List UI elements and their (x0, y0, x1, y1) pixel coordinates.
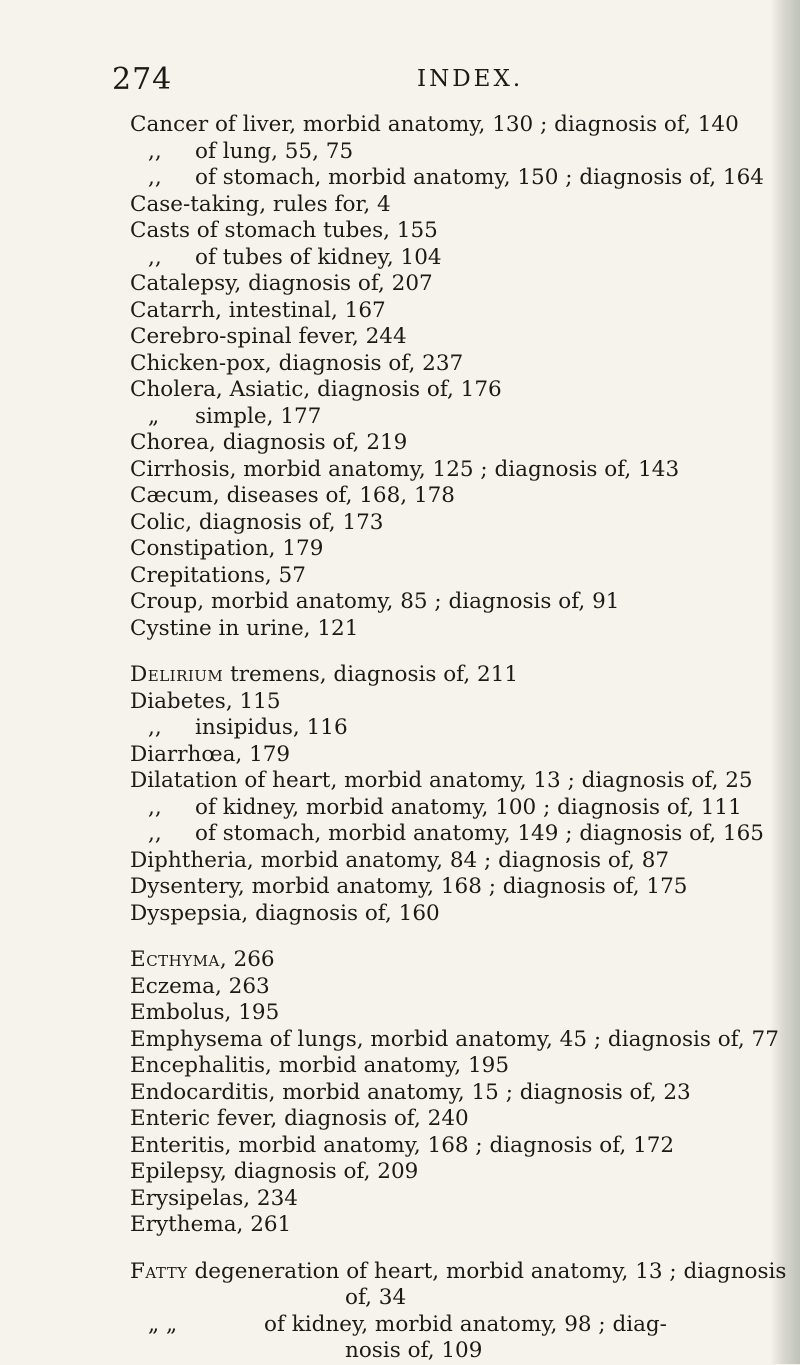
entry-text: Catalepsy, diagnosis of, 207 (130, 271, 433, 296)
index-entry (0, 974, 800, 1001)
index-entry (0, 457, 800, 484)
index-section (0, 1259, 800, 1365)
index-entry (0, 192, 800, 219)
index-entry (0, 536, 800, 563)
index-entry (0, 112, 800, 139)
index-section (0, 112, 800, 642)
index-entry (0, 742, 800, 769)
entry-text: Erysipelas, 234 (130, 1185, 298, 1211)
index-entry (0, 848, 800, 875)
entry-text: Cancer of liver, morbid anatomy, 130 ; diagnosis of, 140 (130, 112, 739, 137)
index-entry (0, 563, 800, 590)
entry-text: of, 34 (345, 1285, 407, 1310)
entry-text: Cæcum, diseases of, 168, 178 (130, 483, 455, 508)
entry-text: Diphtheria, morbid anatomy, 84 ; diagnosis of, 87 (130, 847, 670, 873)
entry-text: Colic, diagnosis of, 173 (130, 509, 384, 535)
page-header (112, 62, 752, 102)
index-entry (0, 874, 800, 901)
entry-text: Dilatation of heart, morbid anatomy, 13 ; diagnosis of, 25 (130, 768, 753, 793)
index-entry (0, 1000, 800, 1027)
entry-lead-word: Ecthyma (130, 947, 220, 972)
index-entry (0, 324, 800, 351)
entry-text: Case-taking, rules for, 4 (130, 191, 391, 217)
index-entry (0, 901, 800, 928)
entry-text: nosis of, 109 (345, 1338, 483, 1363)
entry-text: tremens, diagnosis of, 211 (223, 662, 519, 687)
entry-text: Diabetes, 115 (130, 688, 281, 714)
entry-text: Erythema, 261 (130, 1212, 292, 1237)
entry-text: Chorea, diagnosis of, 219 (130, 430, 408, 455)
page-number: 274 (112, 62, 173, 97)
index-entry (0, 1080, 800, 1107)
index-entry (0, 1027, 800, 1054)
entry-text: Embolus, 195 (130, 1000, 280, 1025)
entry-text: of lung, 55, 75 (195, 138, 354, 164)
ditto-mark: ,, (148, 138, 162, 164)
entry-text: of tubes of kidney, 104 (195, 244, 442, 270)
entry-text: Epilepsy, diagnosis of, 209 (130, 1159, 419, 1184)
entry-text: Emphysema of lungs, morbid anatomy, 45 ; diagnosis of, 77 (130, 1026, 779, 1052)
index-subentry (0, 165, 800, 192)
index-section (0, 662, 800, 927)
ditto-mark: ,, (148, 821, 162, 846)
entry-text: Dysentery, morbid anatomy, 168 ; diagnosis of, 175 (130, 874, 688, 899)
index-entry (0, 430, 800, 457)
entry-text: Enteric fever, diagnosis of, 240 (130, 1106, 469, 1131)
index-entry (0, 1053, 800, 1080)
index-entry (0, 377, 800, 404)
index-entry-continuation (0, 1285, 800, 1312)
index-entry (0, 483, 800, 510)
entry-text: of kidney, morbid anatomy, 98 ; diag- (264, 1311, 667, 1337)
entry-text: degeneration of heart, morbid anatomy, 13 ; diagnosis (187, 1258, 787, 1284)
index-entry (0, 1106, 800, 1133)
entry-text: of stomach, morbid anatomy, 149 ; diagnosis of, 165 (195, 821, 764, 846)
ditto-mark: ,, (148, 244, 162, 270)
index-entry (0, 510, 800, 537)
ditto-mark: ,, (148, 715, 162, 740)
ditto-mark: „ (148, 403, 160, 429)
ditto-mark: „ „ (148, 1311, 178, 1337)
entry-text: simple, 177 (195, 403, 322, 429)
entry-text: of stomach, morbid anatomy, 150 ; diagnosis of, 164 (195, 165, 764, 190)
index-entry-continuation (0, 1338, 800, 1365)
entry-text: Encephalitis, morbid anatomy, 195 (130, 1053, 510, 1078)
entry-text: Chicken-pox, diagnosis of, 237 (130, 350, 464, 376)
index-entry (0, 947, 800, 974)
index-entry (0, 616, 800, 643)
index-body (0, 112, 800, 1365)
index-entry (0, 1159, 800, 1186)
entry-text: Diarrhœa, 179 (130, 741, 291, 767)
entry-lead-word: Fatty (130, 1258, 188, 1284)
index-subentry (0, 715, 800, 742)
index-entry (0, 298, 800, 325)
index-entry (0, 1186, 800, 1213)
index-entry (0, 1259, 800, 1286)
index-subentry (0, 1312, 800, 1339)
index-entry (0, 662, 800, 689)
index-entry (0, 589, 800, 616)
index-subentry (0, 821, 800, 848)
entry-text: Eczema, 263 (130, 973, 270, 999)
index-subentry (0, 404, 800, 431)
entry-text: Constipation, 179 (130, 536, 324, 561)
entry-text: Cystine in urine, 121 (130, 615, 359, 641)
index-entry (0, 1133, 800, 1160)
entry-text: Casts of stomach tubes, 155 (130, 218, 438, 243)
entry-text: Enteritis, morbid anatomy, 168 ; diagnosis of, 172 (130, 1132, 675, 1158)
index-entry (0, 689, 800, 716)
section-gap (0, 642, 800, 662)
index-entry (0, 768, 800, 795)
ditto-mark: ,, (148, 794, 162, 820)
index-entry (0, 218, 800, 245)
entry-text: of kidney, morbid anatomy, 100 ; diagnosis of, 111 (195, 794, 742, 820)
entry-text: Crepitations, 57 (130, 562, 306, 588)
entry-text: Cirrhosis, morbid anatomy, 125 ; diagnosis of, 143 (130, 456, 680, 482)
index-subentry (0, 139, 800, 166)
entry-text: Cholera, Asiatic, diagnosis of, 176 (130, 377, 502, 402)
entry-text: Catarrh, intestinal, 167 (130, 297, 386, 323)
entry-text: insipidus, 116 (195, 715, 348, 740)
entry-text: Dyspepsia, diagnosis of, 160 (130, 900, 440, 926)
entry-text: Endocarditis, morbid anatomy, 15 ; diagnosis of, 23 (130, 1079, 691, 1105)
index-entry (0, 1212, 800, 1239)
section-gap (0, 1239, 800, 1259)
entry-text: , 266 (219, 947, 275, 972)
entry-lead-word: Delirium (130, 662, 224, 687)
index-subentry (0, 795, 800, 822)
index-section (0, 947, 800, 1239)
index-entry (0, 271, 800, 298)
index-entry (0, 351, 800, 378)
entry-text: Cerebro-spinal fever, 244 (130, 324, 407, 349)
ditto-mark: ,, (148, 165, 162, 190)
section-gap (0, 927, 800, 947)
running-title: INDEX. (417, 66, 524, 92)
index-subentry (0, 245, 800, 272)
entry-text: Croup, morbid anatomy, 85 ; diagnosis of, 91 (130, 589, 620, 614)
